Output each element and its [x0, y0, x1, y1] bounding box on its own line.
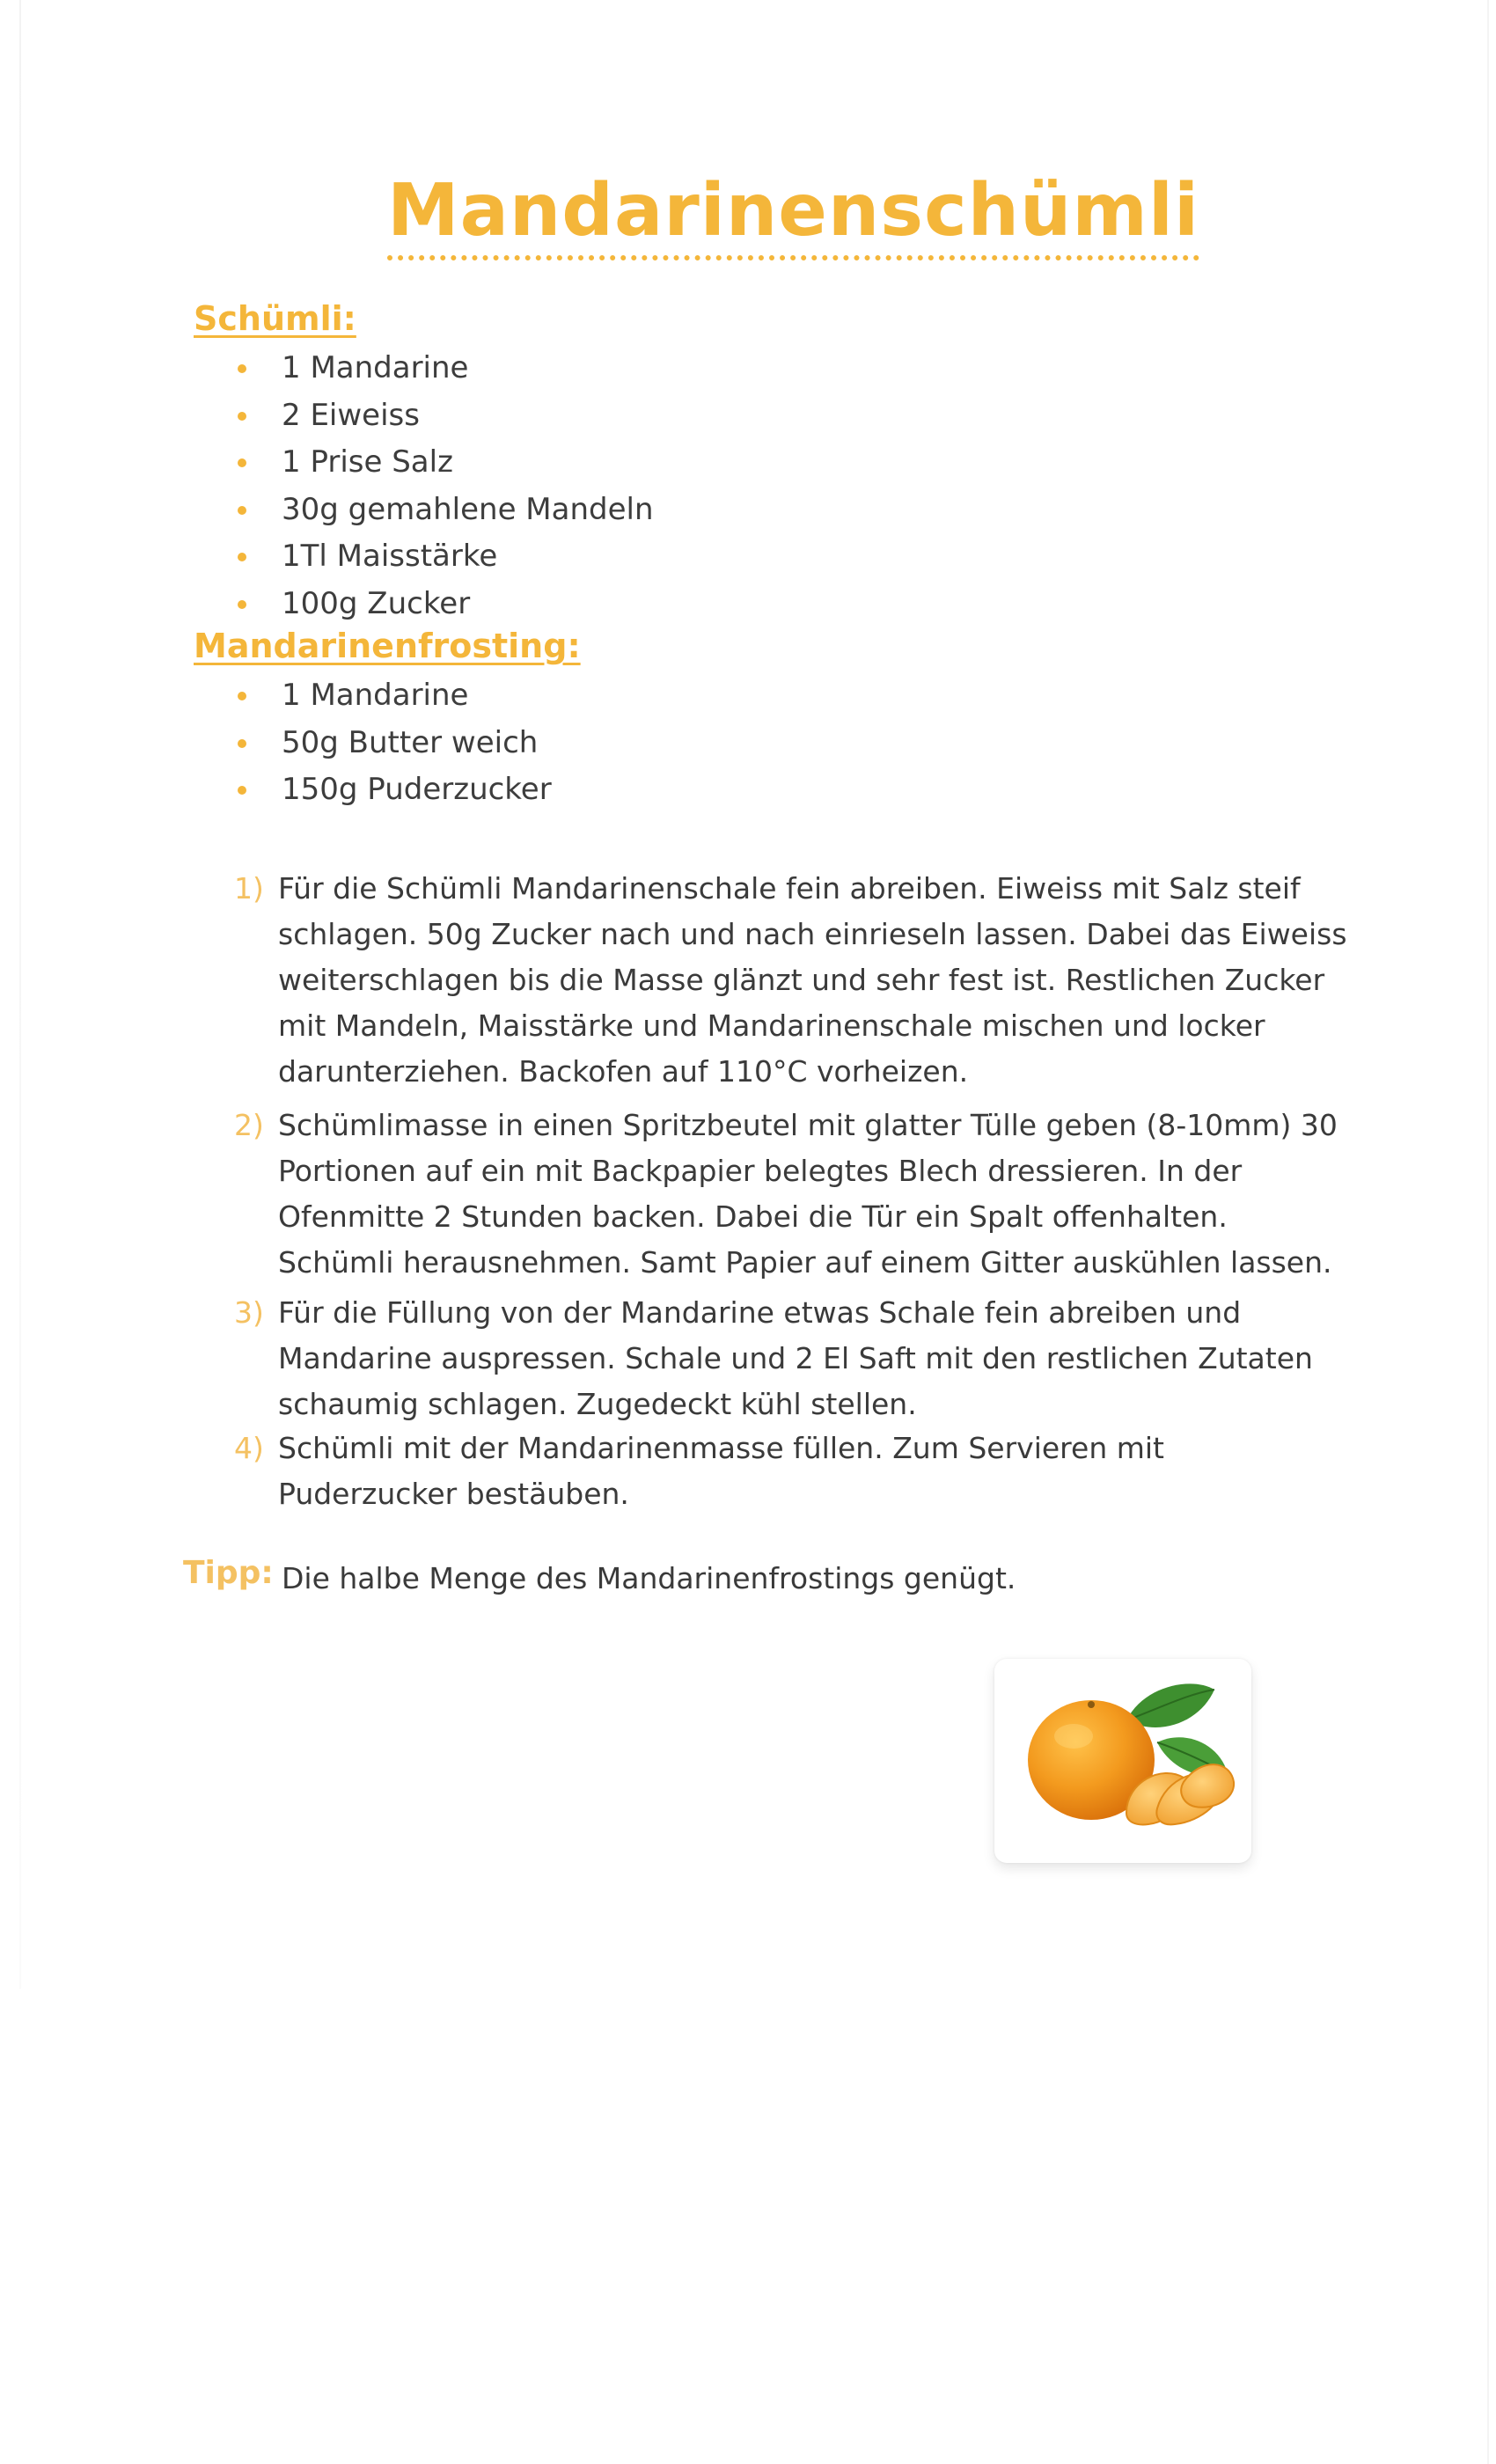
bullet-icon — [238, 458, 246, 467]
ingredient-text: 1 Mandarine — [282, 350, 469, 385]
ingredient-text: 30g gemahlene Mandeln — [282, 491, 654, 527]
tipp-text: Die halbe Menge des Mandarinenfrostings genügt. — [282, 1561, 1016, 1595]
recipe-title: Mandarinenschümli — [387, 169, 1199, 260]
bullet-icon — [238, 692, 246, 700]
step-text: Für die Füllung von der Mandarine etwas Schale fein abreiben und Mandarine auspressen. Schale und 2 El Saft mit den restlichen Zutaten schaumig schlagen. Zugedeckt kühl stellen. — [278, 1295, 1313, 1421]
step-number: 3) — [234, 1295, 264, 1330]
ingredient-text: 150g Puderzucker — [282, 772, 552, 807]
bullet-icon — [238, 412, 246, 421]
bullet-icon — [238, 553, 246, 561]
step-text: Schümlimasse in einen Spritzbeutel mit glatter Tülle geben (8-10mm) 30 Portionen auf ein mit Backpapier belegtes Blech dressieren. In der Ofenmitte 2 Stunden backen. Dabei die Tür ein Spalt offenhalten. Schümli herausnehmen. Samt Papier auf einem Gitter auskühlen lassen. — [278, 1108, 1338, 1280]
bullet-icon — [238, 600, 246, 609]
section-heading-schuemli: Schümli: — [194, 299, 356, 338]
ingredient-text: 1 Prise Salz — [282, 444, 453, 480]
bullet-icon — [238, 364, 246, 373]
ingredient-text: 1 Mandarine — [282, 678, 469, 713]
tipp-label: Tipp: — [183, 1555, 274, 1591]
ingredient-text: 2 Eiweiss — [282, 397, 420, 433]
step-number: 2) — [234, 1108, 264, 1142]
step-number: 1) — [234, 871, 264, 906]
step-number: 4) — [234, 1431, 264, 1465]
section-heading-frosting: Mandarinenfrosting: — [194, 627, 581, 665]
ingredient-text: 50g Butter weich — [282, 724, 539, 760]
bullet-icon — [238, 786, 246, 795]
ingredient-text: 100g Zucker — [282, 585, 471, 621]
bullet-icon — [238, 739, 246, 748]
mandarin-icon — [994, 1659, 1251, 1863]
ingredient-text: 1Tl Maisstärke — [282, 539, 498, 574]
bullet-icon — [238, 506, 246, 515]
page-edge-left — [19, 0, 21, 1989]
page-edge-right — [1487, 0, 1489, 2464]
mandarin-photo — [994, 1659, 1251, 1863]
step-text: Schümli mit der Mandarinenmasse füllen. Zum Servieren mit Puderzucker bestäuben. — [278, 1431, 1164, 1511]
step-text: Für die Schümli Mandarinenschale fein abreiben. Eiweiss mit Salz steif schlagen. 50g Zucker nach und nach einrieseln lassen. Dabei das Eiweiss weiterschlagen bis die Masse glänzt und sehr fest ist. Restlichen Zucker mit Mandeln, Maisstärke und Mandarinenschale mischen und locker darunterziehen. Backofen auf 110°C vorheizen. — [278, 871, 1347, 1089]
